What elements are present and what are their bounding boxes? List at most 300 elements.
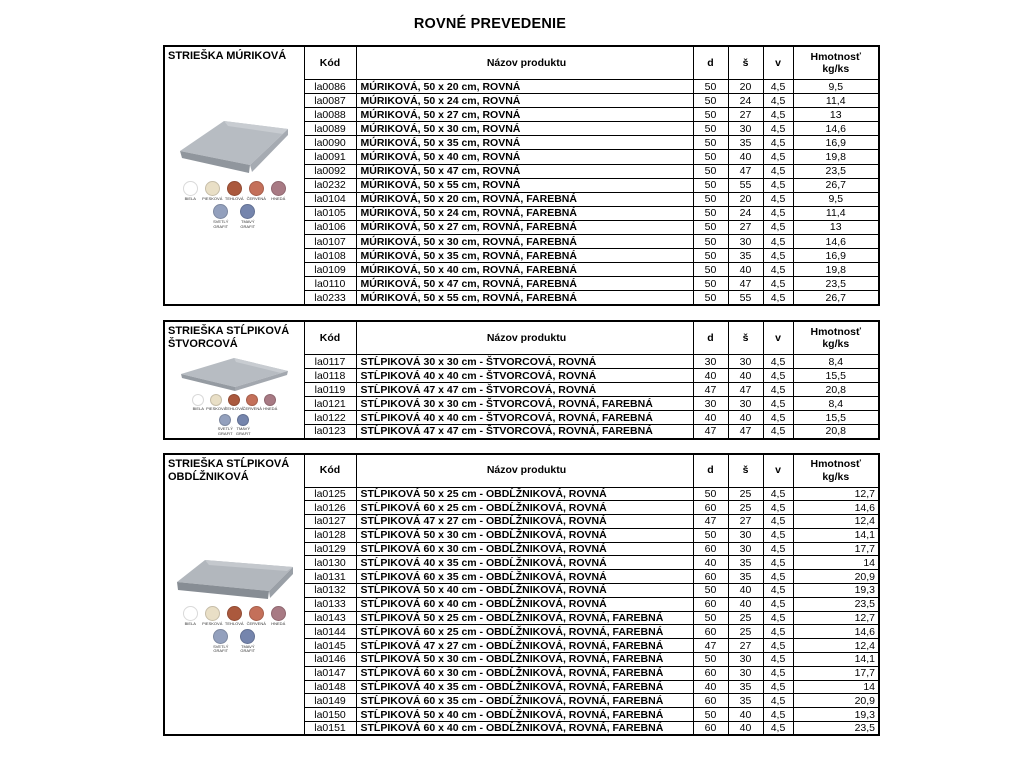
swatch-dot xyxy=(246,394,258,406)
color-swatch xyxy=(206,394,227,412)
product-image-wall-cap xyxy=(165,113,304,177)
cell-code: la0118 xyxy=(304,369,356,383)
cell-weight: 12,4 xyxy=(793,639,879,653)
color-swatch xyxy=(190,394,206,412)
col-header-d: d xyxy=(693,46,728,80)
cell-d: 50 xyxy=(693,108,728,122)
weight-header-line2: kg/ks xyxy=(822,63,850,75)
cell-v: 4,5 xyxy=(763,397,793,411)
swatch-dot xyxy=(213,204,228,219)
cell-d: 50 xyxy=(693,150,728,164)
swatch-label: SVETLÝ GRAFIT xyxy=(213,643,229,654)
cell-code: la0089 xyxy=(304,122,356,136)
cell-v: 4,5 xyxy=(763,694,793,708)
cell-product-name: MÚRIKOVÁ, 50 x 55 cm, ROVNÁ, FAREBNÁ xyxy=(356,291,693,305)
swatch-dot xyxy=(192,394,204,406)
cell-weight: 14,6 xyxy=(793,122,879,136)
catalog-page xyxy=(0,16,1024,736)
cell-code: la0130 xyxy=(304,556,356,570)
cell-code: la0149 xyxy=(304,694,356,708)
cell-product-name: STĹPIKOVÁ 47 x 47 cm - ŠTVORCOVÁ, ROVNÁ, FAREBNÁ xyxy=(356,425,693,439)
cell-v: 4,5 xyxy=(763,355,793,369)
cell-v: 4,5 xyxy=(763,542,793,556)
cell-s: 35 xyxy=(728,680,763,694)
color-swatch xyxy=(211,204,230,230)
cell-code: la0129 xyxy=(304,542,356,556)
cell-code: la0104 xyxy=(304,192,356,206)
col-header-weight xyxy=(793,46,879,80)
cell-code: la0117 xyxy=(304,355,356,369)
cell-v: 4,5 xyxy=(763,487,793,501)
col-header-v: v xyxy=(763,454,793,488)
cell-code: la0233 xyxy=(304,291,356,305)
cell-product-name: STĹPIKOVÁ 50 x 40 cm - OBDĹŽNIKOVÁ, ROVNÁ, FAREBNÁ xyxy=(356,708,693,722)
cell-product-name: STĹPIKOVÁ 50 x 30 cm - OBDĹŽNIKOVÁ, ROVNÁ xyxy=(356,528,693,542)
cell-weight: 20,8 xyxy=(793,425,879,439)
cell-weight: 14 xyxy=(793,556,879,570)
col-header-code: Kód xyxy=(304,454,356,488)
cell-d: 40 xyxy=(693,411,728,425)
swatch-label: BIELA xyxy=(192,406,204,412)
col-header-v: v xyxy=(763,321,793,355)
cell-code: la0147 xyxy=(304,666,356,680)
col-header-v: v xyxy=(763,46,793,80)
cell-s: 25 xyxy=(728,611,763,625)
col-header-s: š xyxy=(728,321,763,355)
color-swatch xyxy=(269,606,288,627)
cell-product-name: STĹPIKOVÁ 40 x 40 cm - ŠTVORCOVÁ, ROVNÁ, FAREBNÁ xyxy=(356,411,693,425)
cell-weight: 14,6 xyxy=(793,501,879,515)
cell-s: 35 xyxy=(728,249,763,263)
cell-code: la0086 xyxy=(304,80,356,94)
cell-v: 4,5 xyxy=(763,94,793,108)
col-header-product-name: Názov produktu xyxy=(356,454,693,488)
cell-d: 50 xyxy=(693,178,728,192)
cell-v: 4,5 xyxy=(763,206,793,220)
cell-d: 50 xyxy=(693,94,728,108)
col-header-product-name: Názov produktu xyxy=(356,46,693,80)
col-header-s: š xyxy=(728,454,763,488)
swatch-dot xyxy=(237,414,249,426)
cell-weight: 26,7 xyxy=(793,178,879,192)
cell-code: la0127 xyxy=(304,515,356,529)
cell-d: 50 xyxy=(693,487,728,501)
cell-code: la0087 xyxy=(304,94,356,108)
cell-d: 50 xyxy=(693,206,728,220)
cell-product-name: STĹPIKOVÁ 50 x 25 cm - OBDĹŽNIKOVÁ, ROVNÁ xyxy=(356,487,693,501)
cell-s: 30 xyxy=(728,653,763,667)
swatch-dot xyxy=(249,181,264,196)
table-caption: STRIEŠKA MÚRIKOVÁ xyxy=(168,50,287,62)
cell-weight: 14 xyxy=(793,680,879,694)
cell-product-name: MÚRIKOVÁ, 50 x 20 cm, ROVNÁ, FAREBNÁ xyxy=(356,192,693,206)
color-swatch-row-1 xyxy=(165,606,304,627)
swatch-dot xyxy=(210,394,222,406)
color-swatch-row-2 xyxy=(165,629,304,655)
cell-s: 40 xyxy=(728,584,763,598)
cell-product-name: MÚRIKOVÁ, 50 x 40 cm, ROVNÁ xyxy=(356,150,693,164)
cell-v: 4,5 xyxy=(763,192,793,206)
cell-d: 47 xyxy=(693,515,728,529)
cell-s: 47 xyxy=(728,277,763,291)
cell-product-name: STĹPIKOVÁ 60 x 35 cm - OBDĹŽNIKOVÁ, ROVNÁ, FAREBNÁ xyxy=(356,694,693,708)
swatch-label: TEHLOVÁ xyxy=(224,196,244,202)
cell-d: 50 xyxy=(693,80,728,94)
cell-weight: 8,4 xyxy=(793,355,879,369)
cell-weight: 14,1 xyxy=(793,528,879,542)
cell-product-name: MÚRIKOVÁ, 50 x 35 cm, ROVNÁ xyxy=(356,136,693,150)
color-swatch xyxy=(203,181,222,202)
swatch-label: ČERVENÁ xyxy=(246,196,266,202)
cell-s: 35 xyxy=(728,556,763,570)
cell-v: 4,5 xyxy=(763,425,793,439)
cell-weight: 19,8 xyxy=(793,263,879,277)
cell-code: la0105 xyxy=(304,206,356,220)
weight-header-line1: Hmotnosť xyxy=(810,458,862,471)
color-swatch xyxy=(211,629,230,655)
cell-weight: 26,7 xyxy=(793,291,879,305)
cell-s: 30 xyxy=(728,355,763,369)
cell-d: 50 xyxy=(693,220,728,234)
color-swatch xyxy=(247,606,266,627)
color-swatch xyxy=(226,394,242,412)
swatch-dot xyxy=(227,606,242,621)
cell-code: la0145 xyxy=(304,639,356,653)
cell-s: 24 xyxy=(728,206,763,220)
cell-d: 60 xyxy=(693,694,728,708)
cell-s: 35 xyxy=(728,694,763,708)
cell-weight: 17,7 xyxy=(793,542,879,556)
cell-weight: 14,1 xyxy=(793,653,879,667)
cell-weight: 8,4 xyxy=(793,397,879,411)
cell-s: 40 xyxy=(728,708,763,722)
cell-d: 60 xyxy=(693,570,728,584)
cell-v: 4,5 xyxy=(763,570,793,584)
swatch-label: TMAVÝ GRAFIT xyxy=(240,643,256,654)
cell-s: 47 xyxy=(728,425,763,439)
product-info-cell xyxy=(164,46,304,305)
col-header-s: š xyxy=(728,46,763,80)
table-header-row xyxy=(164,46,879,80)
cell-code: la0108 xyxy=(304,249,356,263)
cell-d: 60 xyxy=(693,597,728,611)
swatch-label: PIESKOVÁ xyxy=(202,620,223,626)
cell-s: 40 xyxy=(728,722,763,736)
color-swatch xyxy=(247,181,266,202)
cell-s: 30 xyxy=(728,528,763,542)
cell-code: la0143 xyxy=(304,611,356,625)
product-info-cell xyxy=(164,321,304,439)
cell-product-name: MÚRIKOVÁ, 50 x 47 cm, ROVNÁ, FAREBNÁ xyxy=(356,277,693,291)
cell-v: 4,5 xyxy=(763,249,793,263)
cell-weight: 15,5 xyxy=(793,369,879,383)
cell-code: la0148 xyxy=(304,680,356,694)
cell-d: 50 xyxy=(693,136,728,150)
cell-d: 50 xyxy=(693,122,728,136)
cell-product-name: MÚRIKOVÁ, 50 x 27 cm, ROVNÁ, FAREBNÁ xyxy=(356,220,693,234)
cell-v: 4,5 xyxy=(763,625,793,639)
cell-v: 4,5 xyxy=(763,722,793,736)
cell-s: 27 xyxy=(728,220,763,234)
swatch-label: TEHLOVÁ xyxy=(224,620,244,626)
col-header-code: Kód xyxy=(304,321,356,355)
cell-weight: 15,5 xyxy=(793,411,879,425)
cell-code: la0110 xyxy=(304,277,356,291)
swatch-label: ČERVENÁ xyxy=(246,620,266,626)
cell-code: la0088 xyxy=(304,108,356,122)
cell-code: la0107 xyxy=(304,235,356,249)
cell-weight: 23,5 xyxy=(793,597,879,611)
cell-s: 30 xyxy=(728,397,763,411)
cell-code: la0128 xyxy=(304,528,356,542)
swatch-dot xyxy=(219,414,231,426)
cell-d: 50 xyxy=(693,235,728,249)
col-header-weight xyxy=(793,454,879,488)
cell-d: 50 xyxy=(693,249,728,263)
cell-v: 4,5 xyxy=(763,653,793,667)
cell-d: 50 xyxy=(693,277,728,291)
cell-d: 30 xyxy=(693,397,728,411)
cell-v: 4,5 xyxy=(763,666,793,680)
color-swatch xyxy=(235,414,251,437)
swatch-dot xyxy=(227,181,242,196)
cell-s: 55 xyxy=(728,291,763,305)
section-strieska-stlpikova-stvorcova xyxy=(163,320,880,440)
cell-v: 4,5 xyxy=(763,150,793,164)
cell-v: 4,5 xyxy=(763,383,793,397)
cell-v: 4,5 xyxy=(763,291,793,305)
cell-weight: 12,7 xyxy=(793,487,879,501)
swatch-dot xyxy=(183,181,198,196)
cell-weight: 16,9 xyxy=(793,136,879,150)
cell-code: la0119 xyxy=(304,383,356,397)
cell-product-name: STĹPIKOVÁ 47 x 27 cm - OBDĹŽNIKOVÁ, ROVNÁ xyxy=(356,515,693,529)
cell-weight: 23,5 xyxy=(793,164,879,178)
cell-product-name: STĹPIKOVÁ 40 x 40 cm - ŠTVORCOVÁ, ROVNÁ xyxy=(356,369,693,383)
swatch-label: BIELA xyxy=(184,620,196,626)
cell-product-name: STĹPIKOVÁ 60 x 25 cm - OBDĹŽNIKOVÁ, ROVNÁ, FAREBNÁ xyxy=(356,625,693,639)
cell-weight: 17,7 xyxy=(793,666,879,680)
cell-code: la0090 xyxy=(304,136,356,150)
cell-d: 60 xyxy=(693,501,728,515)
cell-d: 40 xyxy=(693,680,728,694)
cell-product-name: STĹPIKOVÁ 30 x 30 cm - ŠTVORCOVÁ, ROVNÁ xyxy=(356,355,693,369)
swatch-dot xyxy=(183,606,198,621)
cell-code: la0109 xyxy=(304,263,356,277)
color-swatch xyxy=(225,181,244,202)
color-swatch xyxy=(225,606,244,627)
cell-product-name: MÚRIKOVÁ, 50 x 35 cm, ROVNÁ, FAREBNÁ xyxy=(356,249,693,263)
cell-d: 50 xyxy=(693,708,728,722)
cell-s: 55 xyxy=(728,178,763,192)
color-swatch xyxy=(238,204,257,230)
cell-s: 47 xyxy=(728,164,763,178)
color-swatch xyxy=(217,414,233,437)
cell-s: 40 xyxy=(728,411,763,425)
cell-product-name: MÚRIKOVÁ, 50 x 27 cm, ROVNÁ xyxy=(356,108,693,122)
cell-v: 4,5 xyxy=(763,136,793,150)
cell-product-name: MÚRIKOVÁ, 50 x 30 cm, ROVNÁ, FAREBNÁ xyxy=(356,235,693,249)
cell-s: 35 xyxy=(728,570,763,584)
cell-code: la0125 xyxy=(304,487,356,501)
swatch-dot xyxy=(240,204,255,219)
cell-d: 60 xyxy=(693,666,728,680)
cell-product-name: MÚRIKOVÁ, 50 x 55 cm, ROVNÁ xyxy=(356,178,693,192)
cell-d: 47 xyxy=(693,425,728,439)
color-swatch-row-1 xyxy=(165,394,304,412)
cell-weight: 9,5 xyxy=(793,80,879,94)
cell-d: 60 xyxy=(693,542,728,556)
cell-code: la0092 xyxy=(304,164,356,178)
swatch-label: PIESKOVÁ xyxy=(202,196,223,202)
cell-s: 24 xyxy=(728,94,763,108)
cell-s: 27 xyxy=(728,639,763,653)
cell-d: 50 xyxy=(693,528,728,542)
cell-weight: 19,8 xyxy=(793,150,879,164)
cell-weight: 13 xyxy=(793,108,879,122)
cell-d: 30 xyxy=(693,355,728,369)
cell-d: 50 xyxy=(693,263,728,277)
cell-code: la0132 xyxy=(304,584,356,598)
cell-v: 4,5 xyxy=(763,164,793,178)
cell-v: 4,5 xyxy=(763,597,793,611)
cell-weight: 19,3 xyxy=(793,708,879,722)
cell-v: 4,5 xyxy=(763,220,793,234)
cell-weight: 20,9 xyxy=(793,694,879,708)
col-header-weight xyxy=(793,321,879,355)
swatch-label: PIESKOVÁ xyxy=(206,406,227,412)
cell-product-name: STĹPIKOVÁ 40 x 35 cm - OBDĹŽNIKOVÁ, ROVNÁ, FAREBNÁ xyxy=(356,680,693,694)
cell-weight: 12,4 xyxy=(793,515,879,529)
cell-d: 50 xyxy=(693,611,728,625)
table-caption: STRIEŠKA STĹPIKOVÁ ŠTVORCOVÁ xyxy=(168,325,290,351)
cell-product-name: STĹPIKOVÁ 40 x 35 cm - OBDĹŽNIKOVÁ, ROVNÁ xyxy=(356,556,693,570)
swatch-label: SVETLÝ GRAFIT xyxy=(217,426,233,436)
cell-code: la0131 xyxy=(304,570,356,584)
cell-s: 30 xyxy=(728,542,763,556)
swatch-label: BIELA xyxy=(184,196,196,202)
color-swatch xyxy=(181,181,200,202)
cell-d: 60 xyxy=(693,625,728,639)
cell-s: 27 xyxy=(728,515,763,529)
color-swatch xyxy=(244,394,260,412)
cell-v: 4,5 xyxy=(763,501,793,515)
swatch-label: HNEDÁ xyxy=(271,620,286,626)
cell-code: la0122 xyxy=(304,411,356,425)
cell-code: la0123 xyxy=(304,425,356,439)
cell-product-name: STĹPIKOVÁ 47 x 47 cm - ŠTVORCOVÁ, ROVNÁ xyxy=(356,383,693,397)
col-header-d: d xyxy=(693,321,728,355)
weight-header-line2: kg/ks xyxy=(822,338,850,350)
swatch-dot xyxy=(264,394,276,406)
cell-s: 25 xyxy=(728,501,763,515)
swatch-label: TMAVÝ GRAFIT xyxy=(240,218,256,229)
swatch-dot xyxy=(271,606,286,621)
product-image-square-cap xyxy=(165,354,304,392)
swatch-label: TMAVÝ GRAFIT xyxy=(235,426,251,436)
table-murikova xyxy=(163,45,880,306)
cell-product-name: MÚRIKOVÁ, 50 x 24 cm, ROVNÁ xyxy=(356,94,693,108)
cell-code: la0126 xyxy=(304,501,356,515)
cell-v: 4,5 xyxy=(763,639,793,653)
cell-s: 25 xyxy=(728,625,763,639)
cell-s: 47 xyxy=(728,383,763,397)
cell-weight: 16,9 xyxy=(793,249,879,263)
color-swatch xyxy=(269,181,288,202)
swatch-label: SVETLÝ GRAFIT xyxy=(213,218,229,229)
cell-weight: 23,5 xyxy=(793,722,879,736)
cell-s: 30 xyxy=(728,666,763,680)
swatch-label: HNEDÁ xyxy=(263,406,278,412)
cell-d: 50 xyxy=(693,584,728,598)
col-header-d: d xyxy=(693,454,728,488)
cell-s: 40 xyxy=(728,369,763,383)
swatch-label: HNEDÁ xyxy=(271,196,286,202)
swatch-label: TEHLOVÁ xyxy=(224,406,244,412)
section-strieska-stlpikova-obdlznikova xyxy=(163,453,880,737)
cell-s: 40 xyxy=(728,263,763,277)
cell-product-name: STĹPIKOVÁ 60 x 40 cm - OBDĹŽNIKOVÁ, ROVNÁ xyxy=(356,597,693,611)
table-stlpikova-stvorcova xyxy=(163,320,880,440)
cell-product-name: STĹPIKOVÁ 50 x 40 cm - OBDĹŽNIKOVÁ, ROVNÁ xyxy=(356,584,693,598)
cell-code: la0146 xyxy=(304,653,356,667)
cell-v: 4,5 xyxy=(763,611,793,625)
cell-product-name: MÚRIKOVÁ, 50 x 47 cm, ROVNÁ xyxy=(356,164,693,178)
cell-d: 50 xyxy=(693,192,728,206)
cell-code: la0150 xyxy=(304,708,356,722)
cell-v: 4,5 xyxy=(763,80,793,94)
page-title: ROVNÉ PREVEDENIE xyxy=(413,16,567,32)
cell-weight: 14,6 xyxy=(793,235,879,249)
cell-product-name: STĹPIKOVÁ 50 x 30 cm - OBDĹŽNIKOVÁ, ROVNÁ, FAREBNÁ xyxy=(356,653,693,667)
weight-header-line1: Hmotnosť xyxy=(810,325,862,338)
cell-v: 4,5 xyxy=(763,277,793,291)
cell-code: la0144 xyxy=(304,625,356,639)
cell-s: 40 xyxy=(728,150,763,164)
cell-v: 4,5 xyxy=(763,680,793,694)
cell-v: 4,5 xyxy=(763,584,793,598)
swatch-dot xyxy=(213,629,228,644)
color-swatch-row-2 xyxy=(165,204,304,230)
cell-v: 4,5 xyxy=(763,263,793,277)
weight-header-line2: kg/ks xyxy=(822,470,850,483)
cell-weight: 20,8 xyxy=(793,383,879,397)
cell-code: la0133 xyxy=(304,597,356,611)
color-swatch-row-2 xyxy=(165,414,304,437)
color-swatch xyxy=(181,606,200,627)
cell-product-name: STĹPIKOVÁ 60 x 30 cm - OBDĹŽNIKOVÁ, ROVNÁ xyxy=(356,542,693,556)
cell-code: la0106 xyxy=(304,220,356,234)
swatch-label: ČERVENÁ xyxy=(242,406,262,412)
table-header-row xyxy=(164,454,879,488)
cell-v: 4,5 xyxy=(763,515,793,529)
section-strieska-murikova xyxy=(163,45,880,306)
cell-v: 4,5 xyxy=(763,235,793,249)
swatch-dot xyxy=(205,606,220,621)
cell-v: 4,5 xyxy=(763,556,793,570)
cell-v: 4,5 xyxy=(763,122,793,136)
cell-d: 47 xyxy=(693,639,728,653)
cell-product-name: MÚRIKOVÁ, 50 x 30 cm, ROVNÁ xyxy=(356,122,693,136)
cell-code: la0091 xyxy=(304,150,356,164)
cell-s: 20 xyxy=(728,80,763,94)
swatch-dot xyxy=(249,606,264,621)
cell-code: la0151 xyxy=(304,722,356,736)
cell-product-name: STĹPIKOVÁ 60 x 30 cm - OBDĹŽNIKOVÁ, ROVNÁ, FAREBNÁ xyxy=(356,666,693,680)
cell-product-name: STĹPIKOVÁ 30 x 30 cm - ŠTVORCOVÁ, ROVNÁ, FAREBNÁ xyxy=(356,397,693,411)
table-header-row xyxy=(164,321,879,355)
weight-header-line1: Hmotnosť xyxy=(810,50,862,63)
